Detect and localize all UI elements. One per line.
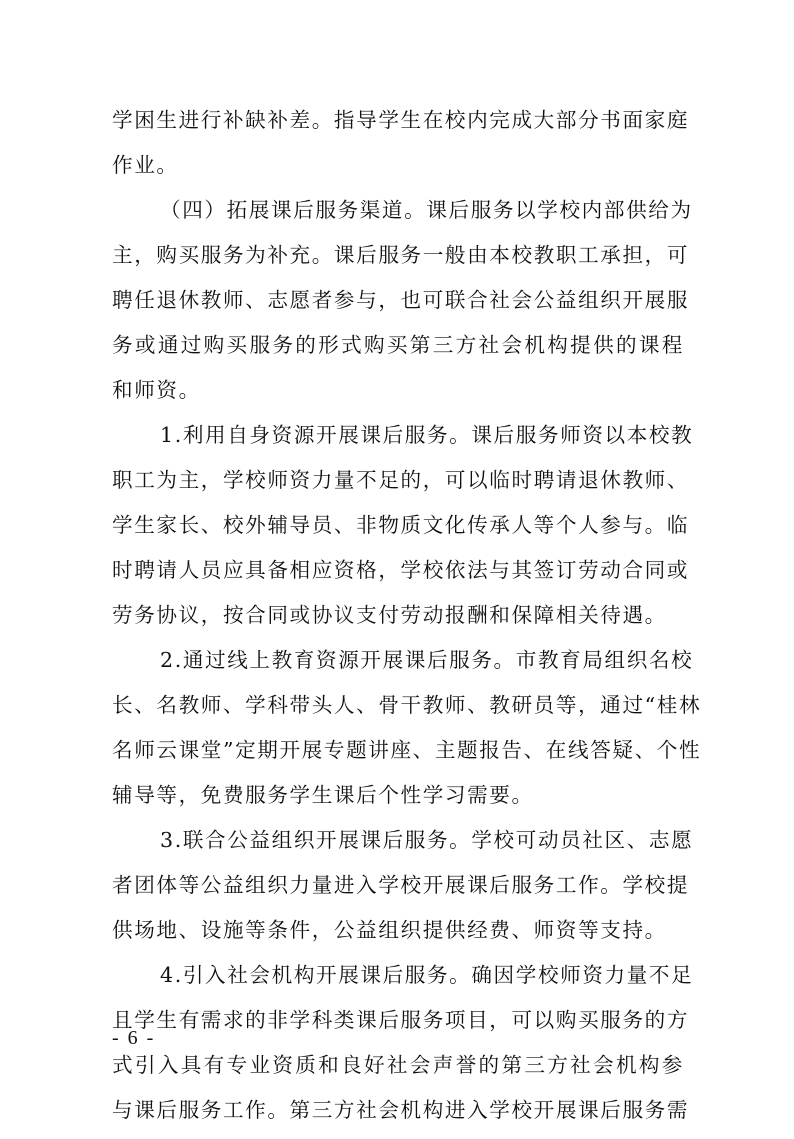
section-heading-line: （四）拓展课后服务渠道。课后服务以学校内部供给为 xyxy=(160,198,693,222)
document-body xyxy=(112,104,702,1139)
numbered-item-line: 1.利用自身资源开展课后服务。课后服务师资以本校教 xyxy=(160,423,694,447)
numbered-item-line: 4.引入社会机构开展课后服务。确因学校师资力量不足 xyxy=(160,963,694,987)
paragraph-line: 供场地、设施等条件，公益组织提供经费、师资等支持。 xyxy=(112,918,667,942)
paragraph-line: 作业。 xyxy=(112,153,179,177)
paragraph-line: 长、名教师、学科带头人、骨干教师、教研员等，通过“桂林 xyxy=(112,693,702,717)
numbered-item-line: 2.通过线上教育资源开展课后服务。市教育局组织名校 xyxy=(160,648,694,672)
paragraph-line: 与课后服务工作。第三方社会机构进入学校开展课后服务需 xyxy=(112,1098,690,1122)
paragraph-line: 式引入具有专业资质和良好社会声誉的第三方社会机构参 xyxy=(112,1053,684,1077)
paragraph-line: 职工为主，学校师资力量不足的，可以临时聘请退休教师、 xyxy=(112,468,690,492)
paragraph-line: 学困生进行补缺补差。指导学生在校内完成大部分书面家庭 xyxy=(112,108,690,132)
paragraph-line: 辅导等，免费服务学生课后个性学习需要。 xyxy=(112,783,534,807)
paragraph-line: 名师云课堂”定期开展专题讲座、主题报告、在线答疑、个性 xyxy=(112,738,702,762)
paragraph-line: 和师资。 xyxy=(112,378,201,402)
numbered-item-line: 3.联合公益组织开展课后服务。学校可动员社区、志愿 xyxy=(160,828,694,852)
paragraph-line: 主，购买服务为补充。课后服务一般由本校教职工承担，可 xyxy=(112,243,690,267)
paragraph-line: 务或通过购买服务的形式购买第三方社会机构提供的课程 xyxy=(112,333,684,357)
paragraph-line: 学生家长、校外辅导员、非物质文化传承人等个人参与。临 xyxy=(112,513,690,537)
page-number: - 6 - xyxy=(112,1027,156,1049)
paragraph-line: 者团体等公益组织力量进入学校开展课后服务工作。学校提 xyxy=(112,873,690,897)
paragraph-line: 聘任退休教师、志愿者参与，也可联合社会公益组织开展服 xyxy=(112,288,690,312)
paragraph-line: 且学生有需求的非学科类课后服务项目，可以购买服务的方 xyxy=(112,1008,690,1032)
paragraph-line: 时聘请人员应具备相应资格，学校依法与其签订劳动合同或 xyxy=(112,558,690,582)
paragraph-line: 劳务协议，按合同或协议支付劳动报酬和保障相关待遇。 xyxy=(112,603,667,627)
